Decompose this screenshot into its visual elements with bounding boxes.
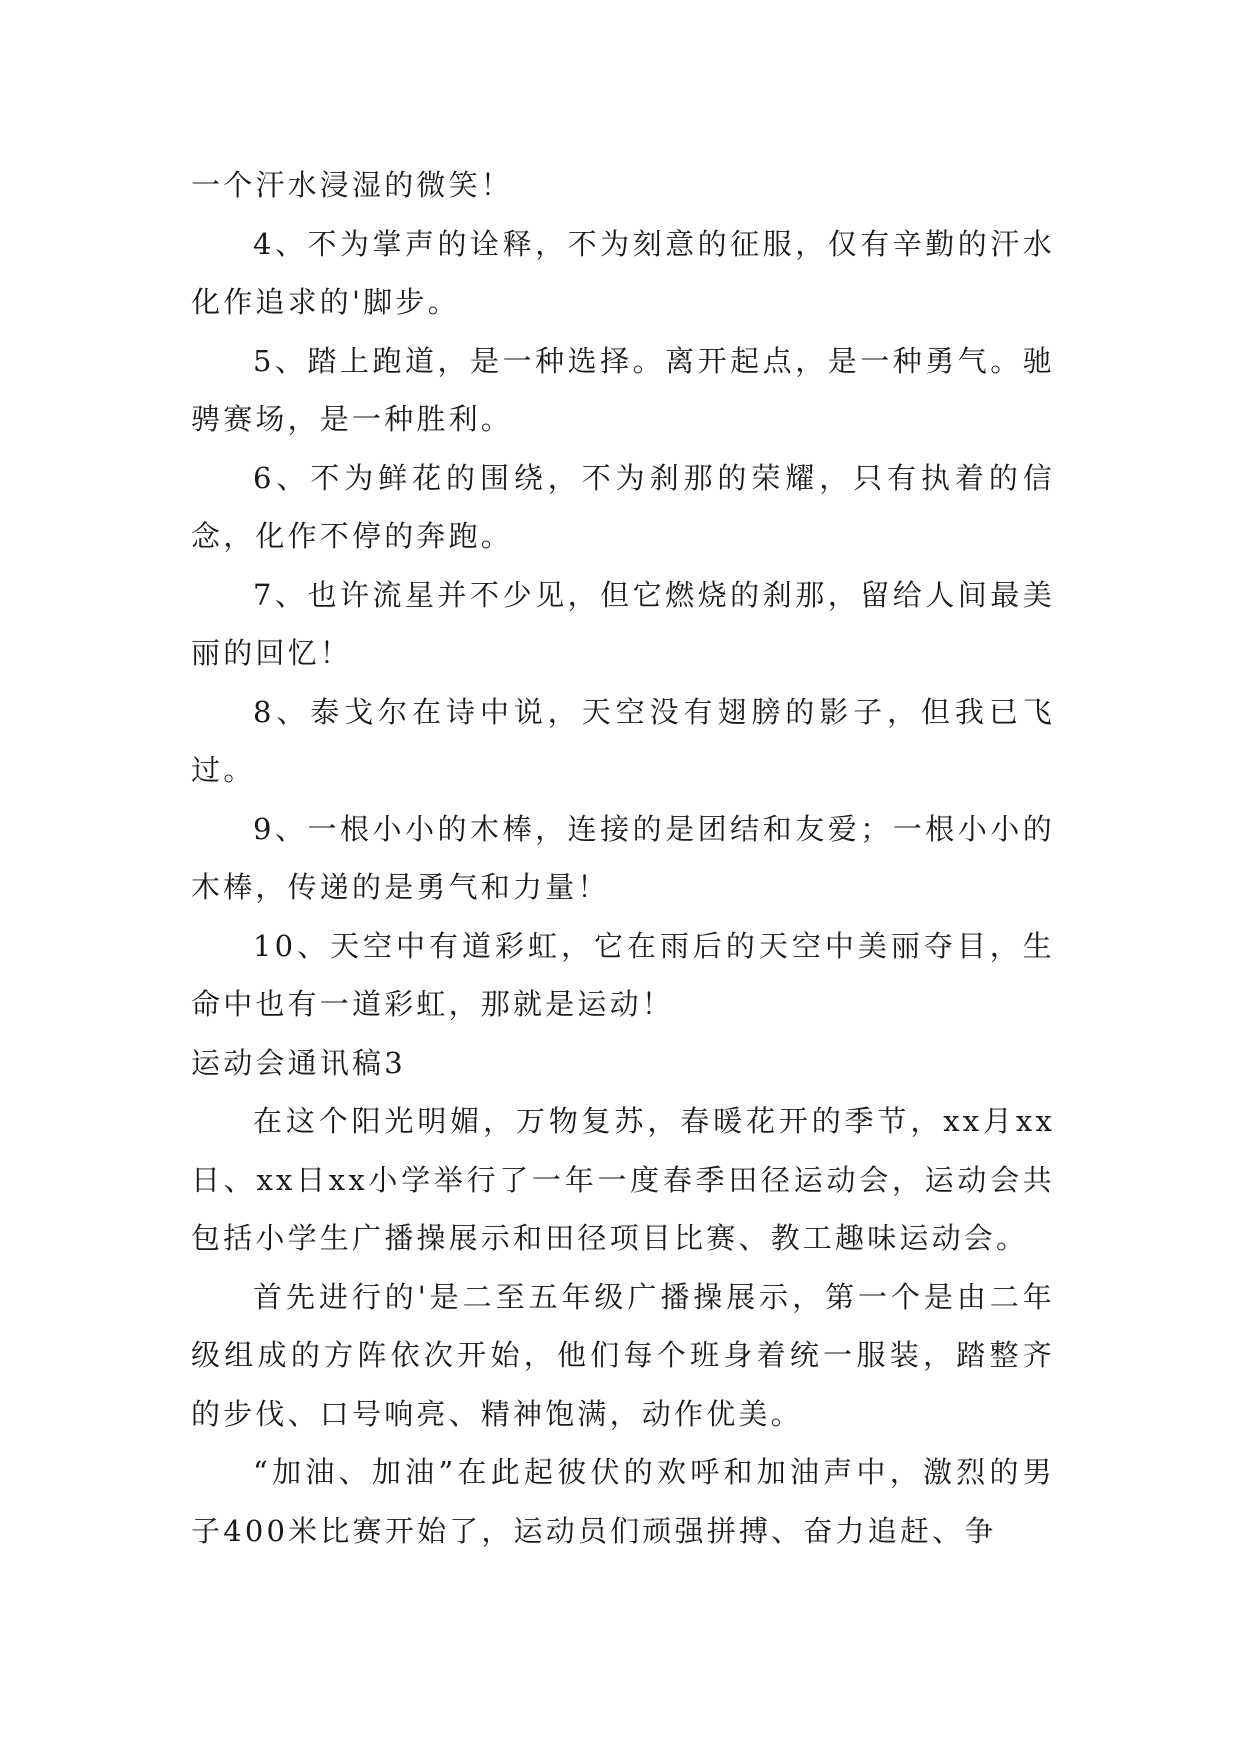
paragraph-intro: 在这个阳光明媚，万物复苏，春暖花开的季节，xx月xx日、xx日xx小学举行了一年一度春季田径运动会，运动会共包括小学生广播操展示和田径项目比赛、教工趣味运动会。 (191, 1104, 1055, 1255)
paragraph-item-9: 9、一根小小的木棒，连接的是团结和友爱；一根小小的木棒，传递的是勇气和力量！ (191, 811, 1055, 904)
paragraph-item-10: 10、天空中有道彩虹，它在雨后的天空中美丽夺目，生命中也有一道彩虹，那就是运动！ (191, 928, 1055, 1021)
paragraph-item-8: 8、泰戈尔在诗中说，天空没有翅膀的影子，但我已飞过。 (191, 694, 1055, 787)
paragraph-400m-race: “加油、加油”在此起彼伏的欢呼和加油声中，激烈的男子400米比赛开始了，运动员们顽强拼搏、奋力追赶、争 (191, 1455, 1055, 1548)
paragraph-item-4: 4、不为掌声的诠释，不为刻意的征服，仅有辛勤的汗水化作追求的'脚步。 (191, 226, 1055, 319)
section-heading: 运动会通讯稿3 (191, 1045, 406, 1080)
paragraph-continuation: 一个汗水浸湿的微笑！ (191, 168, 514, 202)
paragraph-item-5: 5、踏上跑道，是一种选择。离开起点，是一种勇气。驰骋赛场，是一种胜利。 (191, 343, 1055, 436)
paragraph-item-6: 6、不为鲜花的围绕，不为刹那的荣耀，只有执着的信念，化作不停的奔跑。 (191, 460, 1055, 553)
document-body (191, 156, 1055, 1560)
paragraph-item-7: 7、也许流星并不少见，但它燃烧的刹那，留给人间最美丽的回忆！ (191, 577, 1055, 670)
paragraph-broadcast-exercise: 首先进行的'是二至五年级广播操展示，第一个是由二年级组成的方阵依次开始，他们每个班身着统一服装，踏整齐的步伐、口号响亮、精神饱满，动作优美。 (191, 1279, 1055, 1431)
